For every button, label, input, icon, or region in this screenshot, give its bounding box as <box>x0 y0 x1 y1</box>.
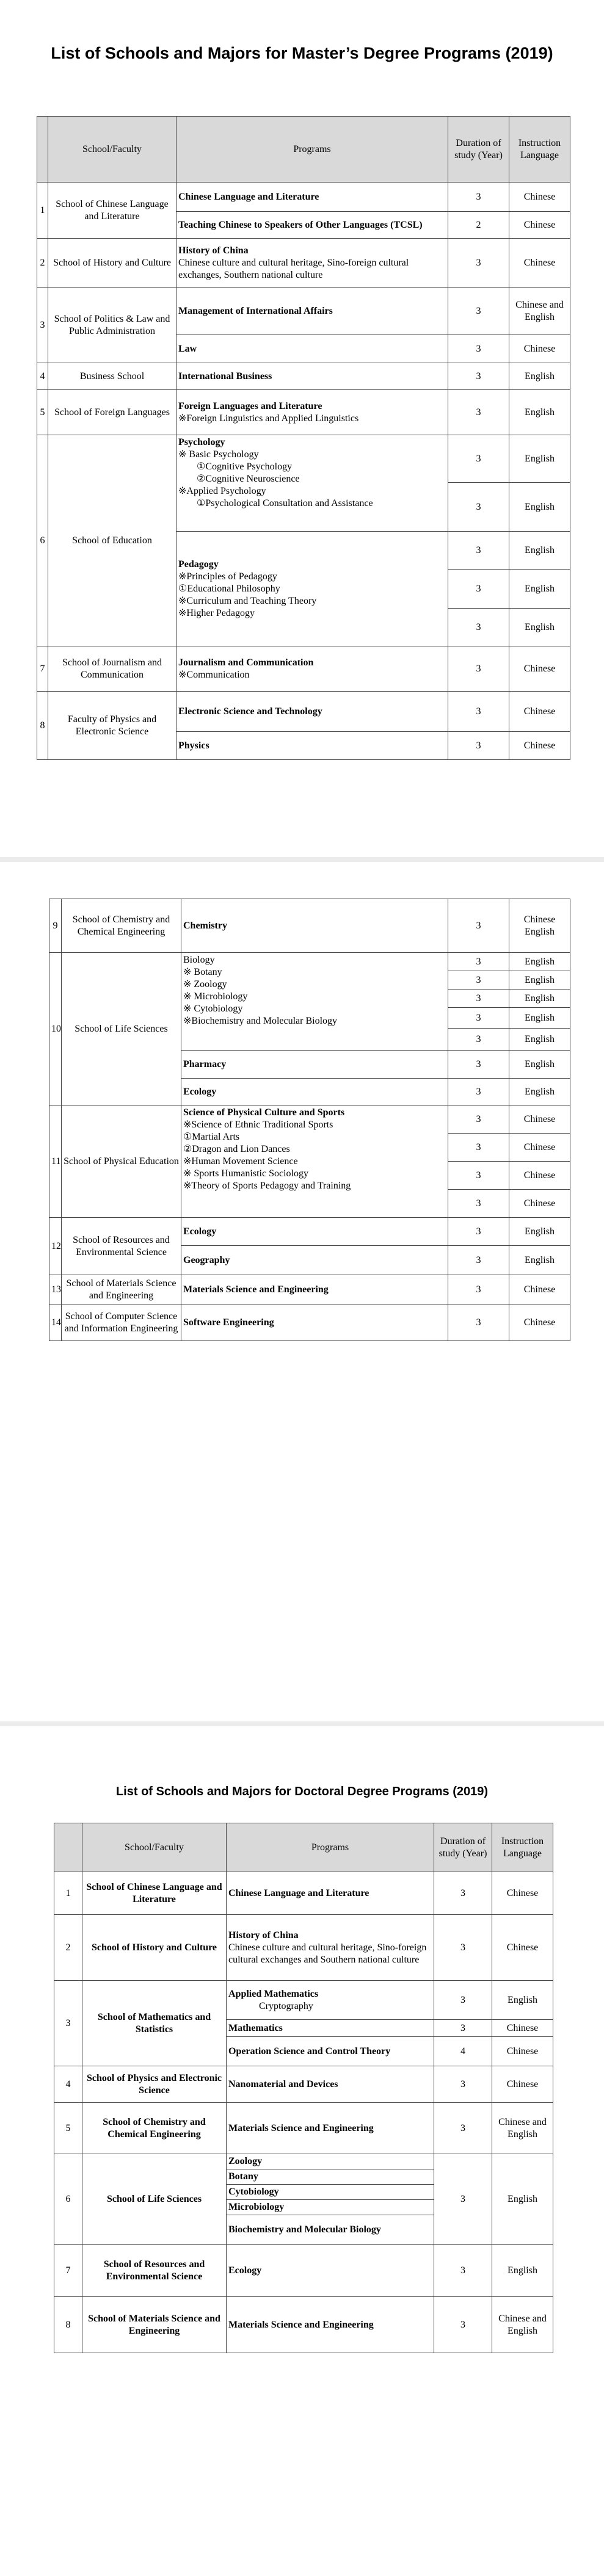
table-row: 5 School of Foreign Languages Foreign Languages and Literature ※Foreign Linguistics and Applied Linguistics 3 English <box>37 390 570 435</box>
school-name: School of Mathematics and Statistics <box>82 1981 227 2066</box>
program-name: Software Engineering <box>181 1304 448 1341</box>
table-row: 11 School of Physical Education Science of Physical Culture and Sports ※Science of Ethnic Traditional Sports ①Martial Arts ②Dragon and Lion Dances ※Human Movement Science ※ Sports Humanistic Sociology ※Theory of Sports Pedagogy and Training 3 Chinese <box>49 1105 570 1134</box>
header-language: Instruction Language <box>509 117 570 183</box>
program-name: Operation Science and Control Theory <box>227 2037 434 2066</box>
program-name: Teaching Chinese to Speakers of Other Languages (TCSL) <box>176 212 448 239</box>
header-programs: Programs <box>227 1823 434 1872</box>
program-name: Management of International Affairs <box>176 288 448 335</box>
table-row: 3 School of Mathematics and Statistics Applied Mathematics Cryptography 3 English <box>54 1981 553 2020</box>
header-duration: Duration of study (Year) <box>448 117 509 183</box>
header-school: School/Faculty <box>48 117 176 183</box>
program-name: Geography <box>181 1246 448 1275</box>
program-name: Biochemistry and Molecular Biology <box>227 2215 434 2245</box>
table-row: 3 English <box>49 990 570 1008</box>
program-name: Chinese Language and Literature <box>176 183 448 212</box>
table-row: 2 School of History and Culture History of China Chinese culture and cultural heritage, Sino-foreign cultural exchanges, Southern national culture 3 Chinese <box>37 239 570 288</box>
table-row: Teaching Chinese to Speakers of Other Languages (TCSL) 2 Chinese <box>37 212 570 239</box>
table-row: 7 School of Journalism and Communication Journalism and Communication ※Communication 3 Chinese <box>37 646 570 692</box>
school-name: School of Materials Science and Engineering <box>82 2297 227 2353</box>
school-name: Business School <box>48 363 176 390</box>
school-name: School of Resources and Environmental Science <box>62 1218 181 1275</box>
table-row: 3 English <box>49 1008 570 1029</box>
table-row: 4 Business School International Business 3 English <box>37 363 570 390</box>
table-row: 4 School of Physics and Electronic Science Nanomaterial and Devices 3 Chinese <box>54 2066 553 2103</box>
program-name: Psychology <box>178 437 225 447</box>
program-name: International Business <box>176 363 448 390</box>
table-row: 3 Chinese <box>49 1190 570 1218</box>
table-row: Operation Science and Control Theory 4 Chinese <box>54 2037 553 2066</box>
program-name: Microbiology <box>227 2200 434 2215</box>
school-name: School of History and Culture <box>82 1915 227 1981</box>
program-name: Pharmacy <box>181 1051 448 1079</box>
school-name: School of Materials Science and Engineering <box>62 1275 181 1304</box>
table-row: 12 School of Resources and Environmental Science Ecology 3 English <box>49 1218 570 1246</box>
school-name: School of Chemistry and Chemical Engineering <box>82 2103 227 2154</box>
program-detail: Cryptography <box>259 2000 313 2011</box>
program-detail: Chinese culture and cultural heritage, Sino-foreign cultural exchanges and Southern national culture <box>228 1942 427 1965</box>
header-programs: Programs <box>176 117 448 183</box>
program-name: Chinese Language and Literature <box>227 1872 434 1915</box>
table-row: Pedagogy ※Principles of Pedagogy ①Educational Philosophy ※Curriculum and Teaching Theory ※Higher Pedagogy 3 English <box>37 532 570 570</box>
program-name: Ecology <box>227 2245 434 2297</box>
table-row: Geography 3 English <box>49 1246 570 1275</box>
program-name: Law <box>176 335 448 363</box>
school-name: School of Chemistry and Chemical Engineering <box>62 899 181 953</box>
table-row: 8 School of Materials Science and Engineering Materials Science and Engineering 3 Chinese and English <box>54 2297 553 2353</box>
table-row: 3 English <box>37 609 570 646</box>
school-name: School of Resources and Environmental Science <box>82 2245 227 2297</box>
header-duration: Duration of study (Year) <box>434 1823 492 1872</box>
program-detail: ※Foreign Linguistics and Applied Linguistics <box>178 413 359 424</box>
school-name: School of Physics and Electronic Science <box>82 2066 227 2103</box>
table-row: 2 School of History and Culture History of China Chinese culture and cultural heritage, Sino-foreign cultural exchanges and Southern national culture 3 Chinese <box>54 1915 553 1981</box>
school-name: School of Life Sciences <box>82 2154 227 2245</box>
school-name: School of Life Sciences <box>62 953 181 1105</box>
table-row: 8 Faculty of Physics and Electronic Science Electronic Science and Technology 3 Chinese <box>37 692 570 732</box>
table-row: 5 School of Chemistry and Chemical Engineering Materials Science and Engineering 3 Chinese and English <box>54 2103 553 2154</box>
program-detail: Chinese culture and cultural heritage, Sino-foreign cultural exchanges, Southern national culture <box>178 257 409 280</box>
table-row: 9 School of Chemistry and Chemical Engineering Chemistry 3 Chinese English <box>49 899 570 953</box>
table-row: 1 School of Chinese Language and Literature Chinese Language and Literature 3 Chinese <box>37 183 570 212</box>
page-1 <box>0 0 604 857</box>
program-name: Nanomaterial and Devices <box>227 2066 434 2103</box>
table-row: Mathematics 3 Chinese <box>54 2020 553 2037</box>
header-no <box>37 117 48 183</box>
table-row: Ecology 3 English <box>49 1079 570 1105</box>
table-row: 6 School of Education Psychology ※ Basic Psychology ①Cognitive Psychology ②Cognitive Neuroscience ※Applied Psychology ①Psychological Consultation and Assistance 3 English <box>37 435 570 483</box>
table-row: 3 English <box>49 1029 570 1051</box>
master-table-part-2 <box>49 899 570 1341</box>
table-header-row <box>54 1823 553 1872</box>
master-title: List of Schools and Majors for Master’s Degree Programs (2019) <box>51 44 553 62</box>
table-row: 3 School of Politics & Law and Public Administration Management of International Affairs 3 Chinese and English <box>37 288 570 335</box>
school-name: Faculty of Physics and Electronic Science <box>48 692 176 760</box>
table-row: 13 School of Materials Science and Engineering Materials Science and Engineering 3 Chinese <box>49 1275 570 1304</box>
program-name: History of China <box>228 1930 299 1941</box>
school-name: School of Journalism and Communication <box>48 646 176 692</box>
table-row: 3 English <box>37 570 570 609</box>
program-name: Foreign Languages and Literature <box>178 400 322 411</box>
program-name: Ecology <box>181 1218 448 1246</box>
program-name: Ecology <box>181 1079 448 1105</box>
table-row: Law 3 Chinese <box>37 335 570 363</box>
table-row: Physics 3 Chinese <box>37 732 570 760</box>
program-name: Cytobiology <box>227 2185 434 2200</box>
program-name: Materials Science and Engineering <box>227 2297 434 2353</box>
program-name: Chemistry <box>181 899 448 953</box>
program-name: Zoology <box>227 2154 434 2169</box>
header-no <box>54 1823 82 1872</box>
table-row: Pharmacy 3 English <box>49 1051 570 1079</box>
program-name: Science of Physical Culture and Sports <box>183 1107 345 1118</box>
program-name: Materials Science and Engineering <box>181 1275 448 1304</box>
school-name: School of Education <box>48 435 176 646</box>
table-row: 3 English <box>37 483 570 532</box>
program-name: Physics <box>176 732 448 760</box>
table-row: 3 Chinese <box>49 1134 570 1162</box>
program-name: Electronic Science and Technology <box>176 692 448 732</box>
table-header-row <box>37 117 570 183</box>
table-row: 10 School of Life Sciences Biology ※ Botany ※ Zoology ※ Microbiology ※ Cytobiology ※Biochemistry and Molecular Biology 3 English <box>49 953 570 971</box>
program-detail: ※Communication <box>178 669 250 680</box>
header-school: School/Faculty <box>82 1823 227 1872</box>
table-row: 6 School of Life Sciences Zoology 3 English <box>54 2154 553 2169</box>
school-name: School of Physical Education <box>62 1105 181 1218</box>
doctoral-table <box>54 1823 553 2353</box>
table-row: 3 English <box>49 971 570 990</box>
program-name: Applied Mathematics <box>228 1988 319 1999</box>
table-row: 1 School of Chinese Language and Literature Chinese Language and Literature 3 Chinese <box>54 1872 553 1915</box>
school-name: School of Politics & Law and Public Administration <box>48 288 176 363</box>
program-name: History of China <box>178 245 249 256</box>
school-name: School of Foreign Languages <box>48 390 176 435</box>
program-name: Biology <box>183 955 215 965</box>
doctoral-title: List of Schools and Majors for Doctoral Degree Programs (2019) <box>115 1785 489 1798</box>
school-name: School of Chinese Language and Literature <box>82 1872 227 1915</box>
school-name: School of Chinese Language and Literature <box>48 183 176 239</box>
table-row: 14 School of Computer Science and Information Engineering Software Engineering 3 Chinese <box>49 1304 570 1341</box>
program-name: Journalism and Communication <box>178 657 314 668</box>
program-name: Materials Science and Engineering <box>227 2103 434 2154</box>
header-language: Instruction Language <box>492 1823 553 1872</box>
school-name: School of History and Culture <box>48 239 176 288</box>
program-name: Pedagogy <box>178 559 219 570</box>
program-name: Botany <box>227 2169 434 2185</box>
table-row: 3 Chinese <box>49 1162 570 1190</box>
table-row: 7 School of Resources and Environmental Science Ecology 3 English <box>54 2245 553 2297</box>
master-table-part-1 <box>37 116 570 760</box>
school-name: School of Computer Science and Information Engineering <box>62 1304 181 1341</box>
program-name: Mathematics <box>227 2020 434 2037</box>
